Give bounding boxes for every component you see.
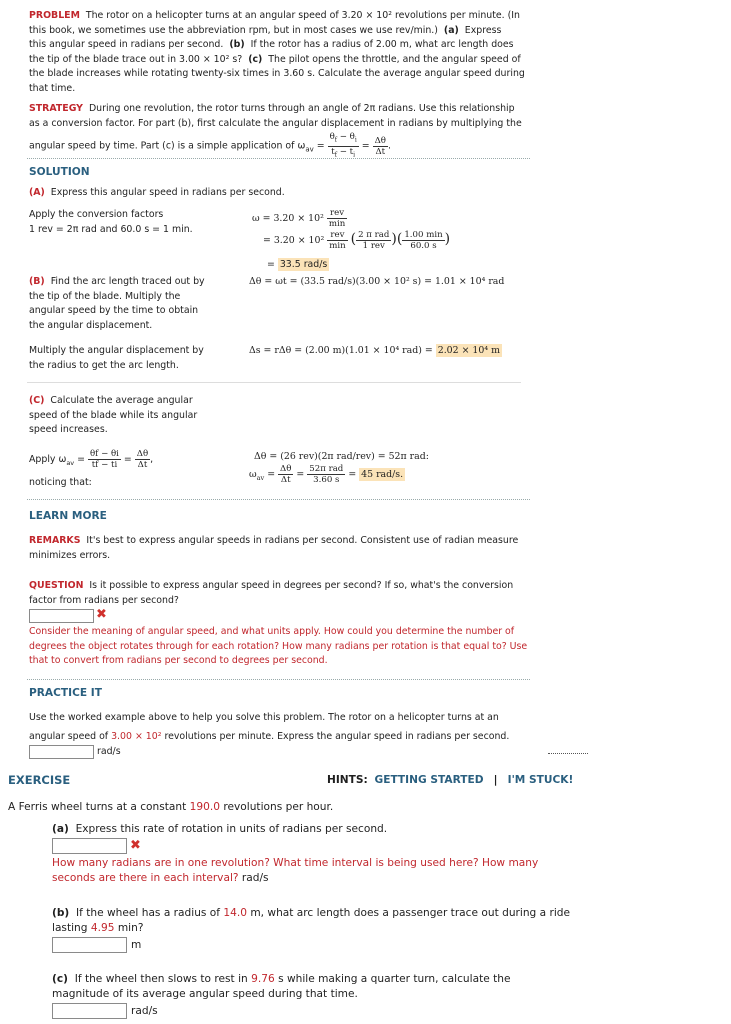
divider [27, 158, 530, 159]
practice-unit: rad/s [97, 746, 121, 757]
strategy-line-2: as a conversion factor. For part (b), first calculate the angular displacement in radians by multiplying the [29, 117, 522, 129]
solution-c-noticing: noticing that: [29, 477, 92, 488]
solution-a-eq2: = 3.20 × 10² $\frac{\text{rev}}{\min}$ ( $\frac{\text{2 π rad}}{\text{1 rev}}$ )( $\frac{1.00 \min}{60.0 s}$ ) [263, 230, 451, 251]
divider [27, 679, 530, 680]
exercise-b-unit: m [131, 939, 142, 951]
problem-line-3: this angular speed in radians per second. (b) If the rotor has a radius of 2.00 m, what arc length does [29, 39, 514, 50]
strategy-line-1: STRATEGY During one revolution, the rotor turns through an angle of 2π radians. Use this relationship [29, 103, 515, 114]
question: QUESTION Is it possible to express angular speed in degrees per second? If so, what's the conversion factor from radians per second? [29, 580, 514, 606]
solution-b-result: 2.02 × 10⁴ m [437, 345, 500, 356]
solution-b-eq2: Δs = rΔθ = (2.00 m)(1.01 × 10⁴ rad) = 2.02 × 10⁴ m [249, 345, 500, 356]
practice-text: Use the worked example above to help you solve this problem. The rotor on a helicopter turns at an angular speed of 3.00 × 10² revolutions per minute. Express the angular speed in radians per second. [29, 712, 510, 742]
solution-b-explanation-2: Multiply the angular displacement by the radius to get the arc length. [29, 345, 204, 371]
solution-c-apply: Apply $\omega_{av}$ = $\frac{\theta f - \theta i}{tf - ti}$ = $\frac{\Delta\theta}{\Delta t}$ , [29, 449, 154, 470]
hints-bar: HINTS: GETTING STARTED | I'M STUCK! [327, 774, 574, 786]
problem-label: PROBLEM [29, 10, 80, 21]
problem-line-5: the blade increases while rotating twenty-six times in 3.60 s. Calculate the average angular speed during [29, 68, 525, 79]
problem-line-2: this book, we sometimes use the abbreviation rpm, but in most cases we use rev/min.) (a) Express [29, 24, 502, 36]
practice-value: 3.00 × 10² [111, 730, 162, 742]
remarks: REMARKS It's best to express angular speeds in radians per second. Consistent use of radian measure minimizes errors. [29, 535, 519, 561]
divider [27, 382, 521, 383]
strategy-fraction-delta: $\frac{\Delta\theta}{\Delta t}$ [374, 135, 386, 157]
exercise-intro: A Ferris wheel turns at a constant 190.0 revolutions per hour. [8, 801, 334, 813]
solution-c-eq2: $\omega_{av}$ = $\frac{\Delta\theta}{\Delta t}$ = $\frac{\text{52π rad}}{3.60 s}$ = 45 rad/s. [249, 464, 404, 485]
divider [27, 499, 530, 500]
problem-line-6: that time. [29, 82, 76, 94]
hint-im-stuck-link[interactable]: I'M STUCK! [507, 774, 574, 786]
exercise-radius-value: 14.0 [223, 907, 247, 919]
hints-label: HINTS: [327, 774, 368, 786]
incorrect-icon: ✖ [130, 838, 141, 853]
solution-c-result: 45 rad/s. [361, 469, 404, 480]
solution-a-eq1: ω = 3.20 × 10² $\frac{\text{rev}}{\min}$ [252, 208, 346, 229]
exercise-a-feedback: How many radians are in one revolution? What time interval is being used here? How many seconds are there in each interval? rad/s [52, 857, 539, 884]
solution-b-explanation: (B) Find the arc length traced out by the tip of the blade. Multiply the angular speed by the time to obtain the angular displacement. [29, 276, 205, 331]
exercise-c-question: (c) If the wheel then slows to rest in 9.76 s while making a quarter turn, calculate the magnitude of its average angular speed during that time. [52, 973, 511, 1000]
strategy-fraction-theta: $\frac{\theta_f - \theta_i}{t_f - t_i}$ [329, 132, 357, 159]
exercise-title: EXERCISE [8, 773, 71, 787]
strategy-section [29, 102, 529, 160]
remarks-label: REMARKS [29, 535, 81, 546]
solution-a-result-line: = 33.5 rad/s [267, 259, 328, 270]
strategy-line-3: angular speed by time. Part (c) is a simple application of $\omega_{av}$ = $\frac{\theta_f - \theta_i}{t_f - t_i}$ = $\frac{\Delta\theta}{\Delta t}$ . [29, 132, 391, 159]
exercise-b-question: (b) If the wheel has a radius of 14.0 m, what arc length does a passenger trace out during a ride lasting 4.95 min? [52, 907, 571, 934]
question-answer-input[interactable] [29, 609, 94, 623]
exercise-rpm-value: 190.0 [189, 801, 220, 813]
exercise-slow-time-value: 9.76 [251, 973, 275, 985]
exercise-time-value: 4.95 [90, 922, 115, 934]
solution-c-explanation: (C) Calculate the average angular speed of the blade while its angular speed increases. [29, 395, 198, 435]
incorrect-icon: ✖ [96, 607, 107, 622]
exercise-b-input[interactable] [52, 937, 127, 953]
hint-getting-started-link[interactable]: GETTING STARTED [374, 774, 484, 786]
solution-b-label: (B) [29, 276, 45, 287]
exercise-c-unit: rad/s [131, 1005, 158, 1017]
problem-section [29, 9, 529, 96]
strategy-label: STRATEGY [29, 103, 83, 114]
divider [548, 753, 588, 754]
solution-c-label: (C) [29, 395, 45, 406]
practice-answer-input[interactable] [29, 745, 94, 759]
exercise-c-input[interactable] [52, 1003, 127, 1019]
problem-line-4: the tip of the blade trace out in 3.00 × 10² s? (c) The pilot opens the throttle, and the angular speed of [29, 53, 521, 65]
solution-a-result: 33.5 rad/s [279, 259, 328, 270]
solution-a-header: (A) Express this angular speed in radians per second. [29, 187, 285, 198]
solution-a-explanation: Apply the conversion factors 1 rev = 2π rad and 60.0 s = 1 min. [29, 209, 193, 235]
solution-c-eq1: Δθ = (26 rev)(2π rad/rev) = 52π rad: [254, 451, 429, 462]
solution-title: SOLUTION [29, 166, 90, 178]
solution-b-eq1: Δθ = ωt = (33.5 rad/s)(3.00 × 10² s) = 1.01 × 10⁴ rad [249, 276, 505, 287]
question-label: QUESTION [29, 580, 84, 591]
learn-more-title: LEARN MORE [29, 510, 107, 522]
exercise-a-input[interactable] [52, 838, 127, 854]
question-feedback: Consider the meaning of angular speed, and what units apply. How could you determine the number of degrees the object rotates through for each rotation? How many radians per rotation is that equal to? Use that to convert from radians per second to degrees per second. [29, 626, 528, 666]
problem-line-1: PROBLEM The rotor on a helicopter turns at an angular speed of 3.20 × 10² revolutions per minute. (In [29, 10, 520, 21]
practice-title: PRACTICE IT [29, 687, 102, 699]
exercise-a-question: (a) Express this rate of rotation in units of radians per second. [52, 823, 388, 835]
solution-a-label: (A) [29, 187, 45, 198]
